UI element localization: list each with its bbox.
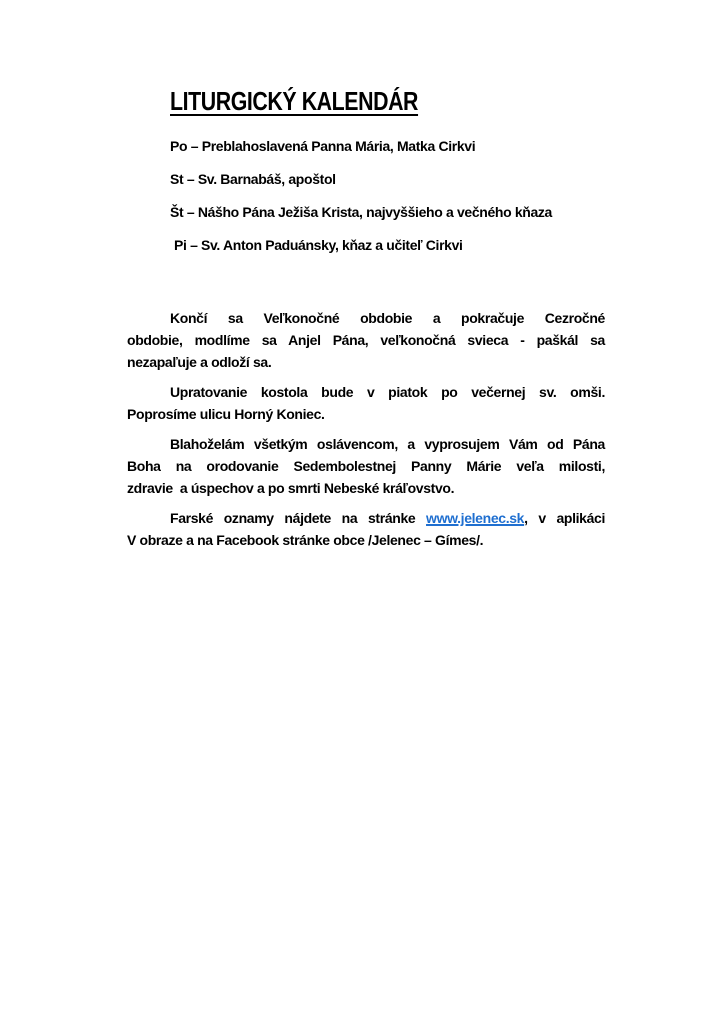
- link-line-suffix: , v aplikáci: [524, 510, 606, 526]
- page-title: LITURGICKÝ KALENDÁR: [170, 86, 419, 116]
- paragraph-line: zdravie a úspechov a po smrti Nebeské kráľovstvo.: [127, 480, 455, 496]
- paragraph-congratulations: [127, 433, 605, 499]
- calendar-entry-wednesday: St – Sv. Barnabáš, apoštol: [170, 171, 336, 187]
- liturgical-calendar-list: [127, 136, 605, 255]
- calendar-entry-thursday: Št – Nášho Pána Ježiša Krista, najvyššieho a večného kňaza: [170, 204, 552, 220]
- paragraph-line: Poprosíme ulicu Horný Koniec.: [127, 406, 325, 422]
- paragraph-line: Boha na orodovanie Sedembolestnej Panny Márie veľa milosti,: [127, 458, 605, 474]
- paragraph-line: nezapaľuje a odloží sa.: [127, 354, 272, 370]
- paragraph-line: Blahoželám všetkým oslávencom, a vyprosujem Vám od Pána: [170, 436, 605, 452]
- paragraph-line: obdobie, modlíme sa Anjel Pána, veľkonočná svieca - paškál sa: [127, 332, 605, 348]
- paragraph-easter-season: [127, 307, 605, 373]
- announcements: [127, 307, 605, 551]
- paragraph-parish-news: [127, 507, 605, 551]
- link-line-prefix: Farské oznamy nájdete na stránke: [170, 510, 427, 526]
- paragraph-line: V obraze a na Facebook stránke obce /Jelenec – Gímes/.: [127, 532, 484, 548]
- jelenec-website-link[interactable]: www.jelenec.sk: [426, 510, 525, 526]
- paragraph-line: Upratovanie kostola bude v piatok po večernej sv. omši.: [170, 384, 605, 400]
- paragraph-line: Končí sa Veľkonočné obdobie a pokračuje Cezročné: [170, 310, 605, 326]
- calendar-entry-monday: Po – Preblahoslavená Panna Mária, Matka Cirkvi: [170, 138, 476, 154]
- paragraph-church-cleaning: [127, 381, 605, 425]
- document-content: [127, 0, 605, 559]
- paragraph-line-with-link: [127, 507, 605, 529]
- calendar-entry-friday: Pi – Sv. Anton Paduánsky, kňaz a učiteľ Cirkvi: [174, 237, 463, 253]
